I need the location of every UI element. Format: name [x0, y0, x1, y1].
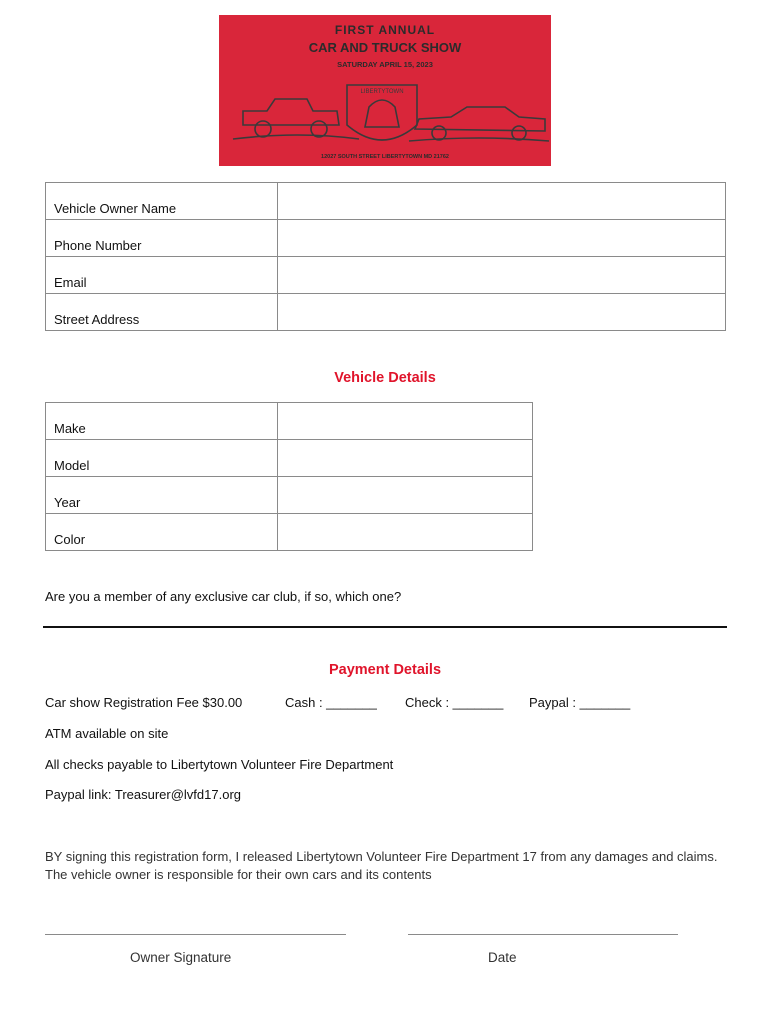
liability-disclaimer: BY signing this registration form, I released Libertytown Volunteer Fire Department 17 from any damages and claims. The vehicle owner is responsible for their own cars and its contents: [45, 849, 718, 882]
owner-name-label: Vehicle Owner Name: [46, 183, 278, 220]
owner-info-table: [45, 182, 726, 331]
banner-line-1: FIRST ANNUAL: [334, 23, 436, 37]
date-label: Date: [488, 950, 517, 965]
year-label: Year: [46, 477, 278, 514]
event-banner: [219, 15, 551, 166]
table-row: [46, 440, 533, 477]
owner-name-field[interactable]: [278, 183, 726, 220]
car-club-answer-line[interactable]: [43, 626, 727, 628]
model-label: Model: [46, 440, 278, 477]
table-row: [46, 403, 533, 440]
table-row: [46, 294, 726, 331]
street-address-field[interactable]: [278, 294, 726, 331]
payment-details-heading: Payment Details: [328, 662, 442, 678]
make-field[interactable]: [278, 403, 533, 440]
banner-line-2: CAR AND TRUCK SHOW: [308, 40, 462, 55]
street-address-label: Street Address: [46, 294, 278, 331]
table-row: [46, 514, 533, 551]
checks-payable-note: All checks payable to Libertytown Volunteer Fire Department: [45, 757, 394, 772]
color-label: Color: [46, 514, 278, 551]
phone-label: Phone Number: [46, 220, 278, 257]
owner-signature-line[interactable]: [45, 934, 346, 935]
car-club-question: Are you a member of any exclusive car club, if so, which one?: [45, 589, 402, 604]
year-field[interactable]: [278, 477, 533, 514]
vehicle-details-table: [45, 402, 533, 551]
truck-icon: [233, 99, 359, 139]
check-option[interactable]: Check : _______: [405, 695, 504, 710]
table-row: [46, 183, 726, 220]
email-field[interactable]: [278, 257, 726, 294]
make-label: Make: [46, 403, 278, 440]
car-icon: [409, 107, 549, 141]
libertytown-badge-icon: [347, 85, 417, 140]
banner-badge-text: LIBERTYTOWN: [360, 89, 404, 95]
email-label: Email: [46, 257, 278, 294]
paypal-option[interactable]: Paypal : _______: [529, 695, 631, 710]
banner-illustration: [219, 15, 551, 166]
registration-fee-text: Car show Registration Fee $30.00: [45, 695, 243, 710]
color-field[interactable]: [278, 514, 533, 551]
banner-date: SATURDAY APRIL 15, 2023: [337, 60, 433, 69]
owner-signature-label: Owner Signature: [130, 950, 232, 965]
atm-note: ATM available on site: [45, 726, 169, 741]
banner-address: 12027 SOUTH STREET LIBERTYTOWN MD 21762: [321, 154, 449, 160]
phone-field[interactable]: [278, 220, 726, 257]
date-line[interactable]: [408, 934, 678, 935]
table-row: [46, 220, 726, 257]
cash-option[interactable]: Cash : _______: [285, 695, 377, 710]
vehicle-details-heading: Vehicle Details: [334, 370, 436, 386]
table-row: [46, 477, 533, 514]
paypal-link[interactable]: Paypal link: Treasurer@lvfd17.org: [45, 787, 242, 802]
table-row: [46, 257, 726, 294]
model-field[interactable]: [278, 440, 533, 477]
